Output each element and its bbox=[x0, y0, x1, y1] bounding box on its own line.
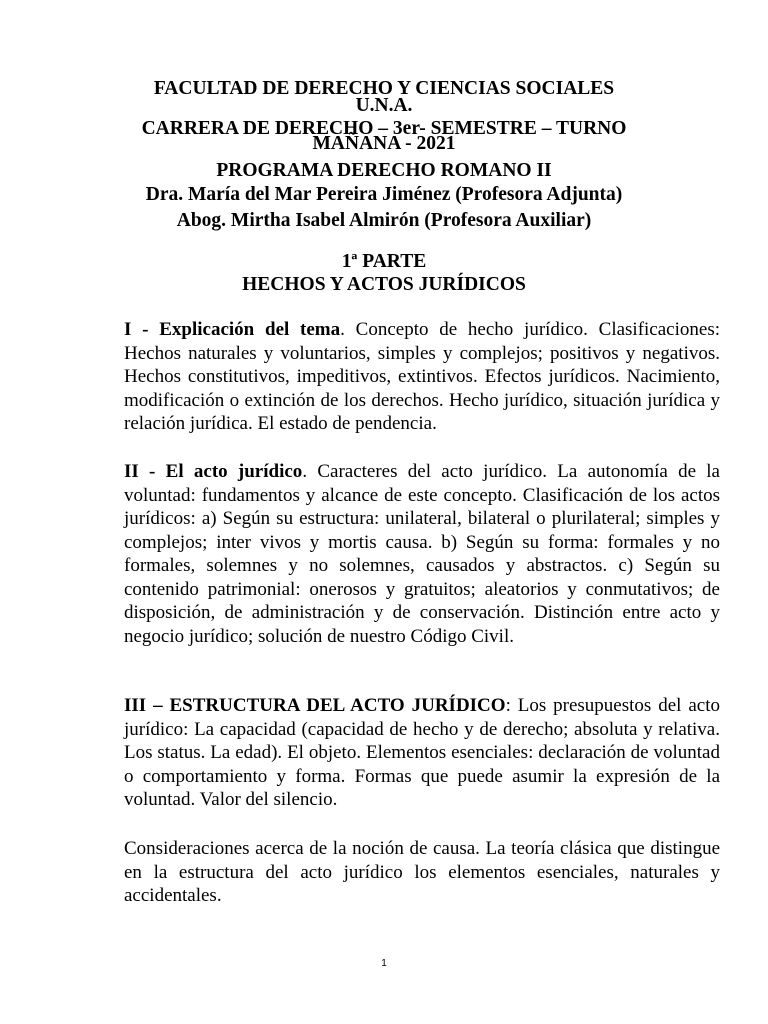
section-3-paragraph bbox=[124, 694, 720, 812]
section-3-paragraph-2: Consideraciones acerca de la noción de causa. La teoría clásica que distingue en la estructura del acto jurídico los elementos esenciales, naturales y accidentales. bbox=[124, 838, 720, 906]
part-subtitle: HECHOS Y ACTOS JURÍDICOS bbox=[242, 274, 526, 295]
section-2-heading: II - El acto jurídico bbox=[124, 461, 303, 482]
professor-adjunta: Dra. María del Mar Pereira Jiménez (Profesora Adjunta) bbox=[145, 184, 623, 205]
faculty-title-continuation: U.N.A. bbox=[355, 95, 413, 116]
page-number: 1 bbox=[381, 958, 387, 969]
faculty-title: FACULTAD DE DERECHO Y CIENCIAS SOCIALES bbox=[153, 78, 615, 99]
section-2-body: . Caracteres del acto jurídico. La autonomía de la voluntad: fundamentos y alcance de este concepto. Clasificación de los actos jurídicos: a) Según su estructura: unilateral, bilateral o plurilateral; simples y complejos; inter vivos y mortis causa. b) Según su forma: formales y no formales, solemnes y no solemnes, causados y abstractos. c) Según su contenido patrimonial: onerosos y gratuitos; aleatorios y conmutativos; de disposición, de administración y de conservación. Distinción entre acto y negocio jurídico; solución de nuestro Código Civil. bbox=[124, 461, 720, 647]
section-1-paragraph bbox=[124, 318, 720, 436]
section-1-heading: I - Explicación del tema bbox=[124, 319, 341, 340]
section-1-body: . Concepto de hecho jurídico. Clasificaciones: Hechos naturales y voluntarios, simples y complejos; positivos y negativos. Hechos constitutivos, impeditivos, extintivos. Efectos jurídicos. Nacimiento, modificación o extinción de los derechos. Hecho jurídico, situación jurídica y relación jurídica. El estado de pendencia. bbox=[124, 319, 720, 434]
section-3-heading: III – ESTRUCTURA DEL ACTO JURÍDICO bbox=[124, 695, 506, 716]
section-2-paragraph bbox=[124, 460, 720, 648]
program-title: PROGRAMA DERECHO ROMANO II bbox=[216, 160, 552, 181]
career-title-continuation: MAÑANA - 2021 bbox=[312, 133, 456, 154]
part-title: 1ª PARTE bbox=[341, 251, 427, 272]
professor-auxiliar: Abog. Mirtha Isabel Almirón (Profesora Auxiliar) bbox=[176, 210, 592, 231]
career-title: CARRERA DE DERECHO – 3er- SEMESTRE – TURNO bbox=[141, 118, 627, 139]
section-3-body: : Los presupuestos del acto jurídico: La capacidad (capacidad de hecho y de derecho; absoluta y relativa. Los status. La edad). El objeto. Elementos esenciales: declaración de voluntad o comportamiento y forma. Formas que puede asumir la expresión de la voluntad. Valor del silencio. bbox=[124, 695, 720, 810]
